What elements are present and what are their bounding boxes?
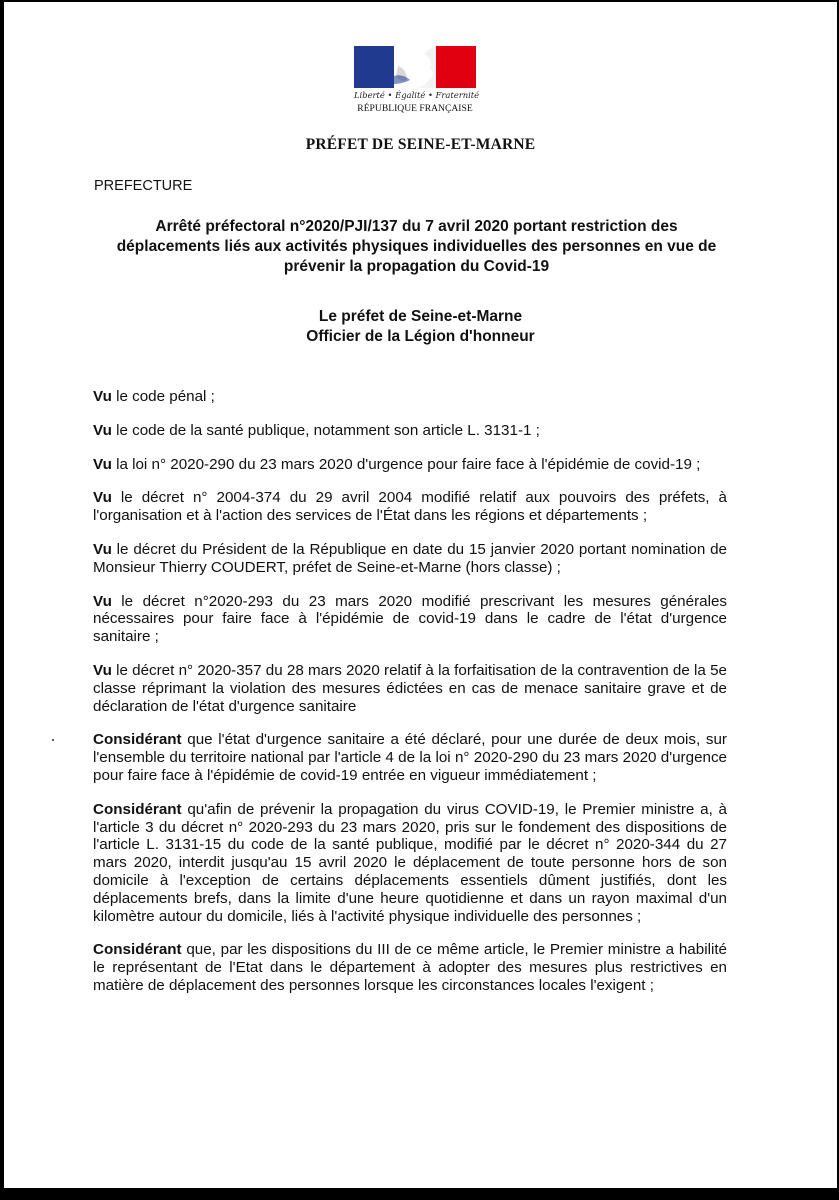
clause-keyword: Vu (93, 661, 112, 679)
clause-vu-code-sante (93, 422, 727, 440)
clause-keyword: Vu (93, 592, 112, 610)
clause-vu-loi-2020-290 (93, 456, 727, 474)
arrete-title: Arrêté préfectoral n°2020/PJI/137 du 7 avril 2020 portant restriction des déplacements liés aux activités physiques individuelles des personnes en vue de prévenir la propagation du Covid-19 (116, 218, 717, 275)
clause-vu-decret-nomination (93, 541, 727, 577)
clause-considerant-deplacements (93, 801, 727, 926)
clause-considerant-etat-urgence (93, 731, 727, 784)
clause-keyword: Vu (93, 455, 112, 473)
clause-text: le décret du Président de la République en date du 15 janvier 2020 portant nomination de Monsieur Thierry COUDERT, préfet de Seine-et-Marne (hors classe) ; (93, 540, 727, 576)
clause-text: que, par les dispositions du III de ce même article, le Premier ministre a habilité le représentant de l'Etat dans le département à adopter des mesures plus restrictives en matière de déplacement des personnes lorsque les circonstances locales l'exigent ; (93, 941, 727, 994)
clauses-list (93, 388, 727, 1011)
clause-text: le décret n° 2020-357 du 28 mars 2020 relatif à la forfaitisation de la contravention de la 5e classe réprimant la violation des mesures édictées en cas de menace sanitaire grave et de déclaration de l'état d'urgence sanitaire (93, 661, 727, 715)
clause-vu-code-penal (93, 388, 727, 406)
scan-speck (52, 739, 54, 741)
marianne-logo (354, 46, 480, 124)
service-label: PREFECTURE (94, 178, 193, 194)
clause-text: qu'afin de prévenir la propagation du virus COVID-19, le Premier ministre a, à l'article 3 du décret n° 2020-293 du 23 mars 2020, pris sur le fondement des dispositions de l'article L. 3131-15 du code de la santé publique, modifié par le décret n° 2020-344 du 27 mars 2020, interdit jusqu'au 15 avril 2020 le déplacement de toute personne hors de son domicile à l'exception de certains déplacements essentiels dûment justifiés, dont les déplacements brefs, dans la limite d'une heure quotidienne et dans un rayon maximal d'un kilomètre autour du domicile, liés à l'activité physique individuelle des personnes ; (93, 800, 727, 925)
clause-text: le code de la santé publique, notamment son article L. 3131-1 ; (111, 421, 540, 439)
clause-considerant-habilitation (93, 941, 727, 994)
clause-text: le décret n° 2004-374 du 29 avril 2004 modifié relatif aux pouvoirs des préfets, à l'organisation et à l'action des services de l'État dans les régions et départements ; (93, 489, 727, 525)
clause-keyword: Considérant (93, 731, 182, 749)
clause-keyword: Vu (93, 421, 112, 439)
clause-keyword: Considérant (93, 800, 182, 818)
clause-vu-decret-2020-293 (93, 593, 727, 646)
clause-keyword: Considérant (93, 941, 182, 959)
marianne-flag-icon (354, 46, 476, 88)
republic-text: RÉPUBLIQUE FRANÇAISE (357, 103, 473, 114)
clause-text: la loi n° 2020-290 du 23 mars 2020 d'urgence pour faire face à l'épidémie de covid-19 ; (111, 455, 701, 473)
author-honor: Officier de la Légion d'honneur (306, 328, 535, 345)
author-block (4, 307, 837, 347)
clause-keyword: Vu (93, 540, 112, 558)
clause-vu-decret-2020-357 (93, 662, 727, 715)
document-page (4, 2, 837, 1188)
clause-keyword: Vu (93, 489, 112, 507)
clause-vu-decret-2004-374 (93, 489, 727, 525)
clause-keyword: Vu (93, 388, 112, 405)
author-title: Le préfet de Seine-et-Marne (318, 308, 523, 325)
clause-text: le décret n°2020-293 du 23 mars 2020 modifié prescrivant les mesures générales nécessaires pour faire face à l'épidémie de covid-19 dans le cadre de l'état d'urgence sanitaire ; (93, 592, 727, 646)
motto-text: Liberté • Égalité • Fraternité (354, 90, 480, 100)
clause-text: que l'état d'urgence sanitaire a été déclaré, pour une durée de deux mois, sur l'ensemble du territoire national par l'article 4 de la loi n° 2020-290 du 23 mars 2020 d'urgence pour faire face à l'épidémie de covid-19 entrée en vigueur immédiatement ; (93, 731, 727, 784)
prefet-title: PRÉFET DE SEINE-ET-MARNE (305, 136, 536, 153)
clause-text: le code pénal ; (111, 388, 215, 405)
